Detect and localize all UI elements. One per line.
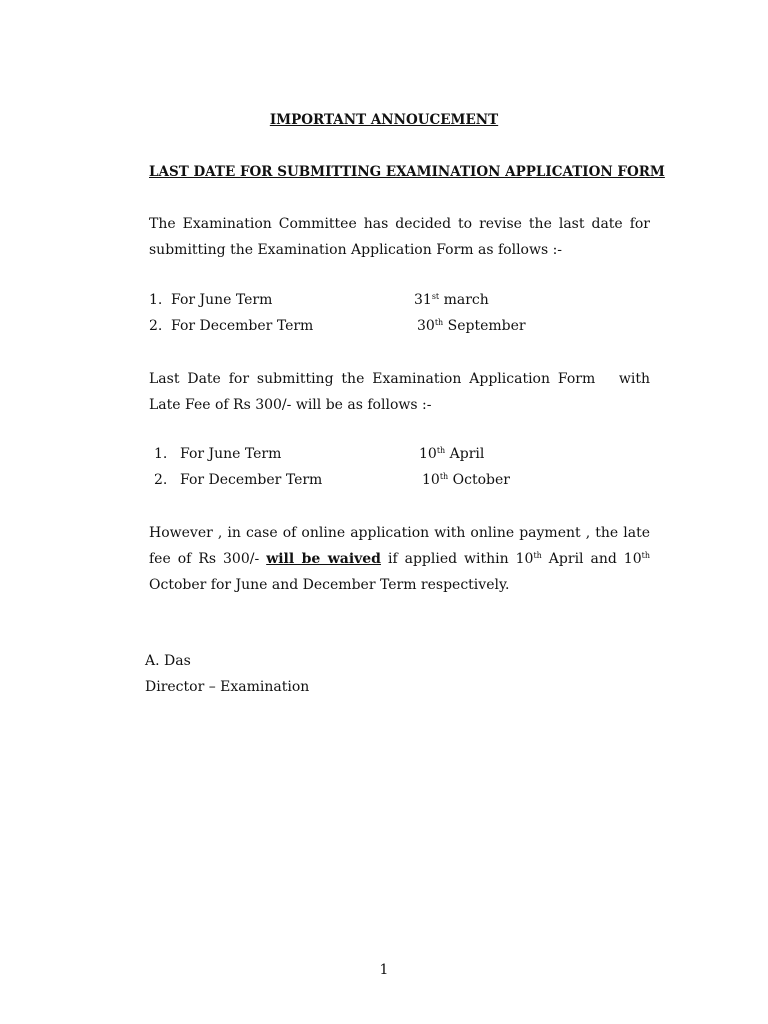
signatory-designation: Director – Examination	[145, 679, 310, 695]
list-item	[0, 318, 768, 338]
online-payment-paragraph: However , in case of online application with online payment , the late fee of Rs 300/- will be waived if applied within 10th April and 10th October for June and December Term respectively.	[149, 525, 650, 593]
late-fee-paragraph: Last Date for submitting the Examination Application Form with Late Fee of Rs 300/- will be as follows :-	[149, 371, 655, 413]
signatory-name: A. Das	[145, 653, 191, 669]
list-item-number: 2.	[154, 472, 168, 488]
list-item-date: 30th September	[417, 318, 526, 334]
list-item-number: 1.	[154, 446, 168, 462]
list-item	[0, 292, 768, 312]
list-item	[0, 472, 768, 492]
list-item-number: 2.	[149, 318, 163, 334]
list-item-term: For December Term	[171, 318, 314, 334]
waived-emphasis: will be waived	[266, 551, 381, 567]
page-title: IMPORTANT ANNOUCEMENT	[269, 112, 499, 128]
list-item-date: 31st march	[414, 292, 489, 308]
list-item	[0, 446, 768, 466]
list-item-date: 10th October	[422, 472, 510, 488]
list-item-term: For June Term	[171, 292, 273, 308]
list-item-term: For December Term	[180, 472, 323, 488]
list-item-term: For June Term	[180, 446, 282, 462]
list-item-number: 1.	[149, 292, 163, 308]
intro-paragraph: The Examination Committee has decided to revise the last date for submitting the Examination Application Form as follows :-	[149, 216, 650, 258]
page-number: 1	[379, 962, 389, 978]
list-item-date: 10th April	[419, 446, 485, 462]
document-subtitle: LAST DATE FOR SUBMITTING EXAMINATION APPLICATION FORM	[149, 164, 665, 180]
